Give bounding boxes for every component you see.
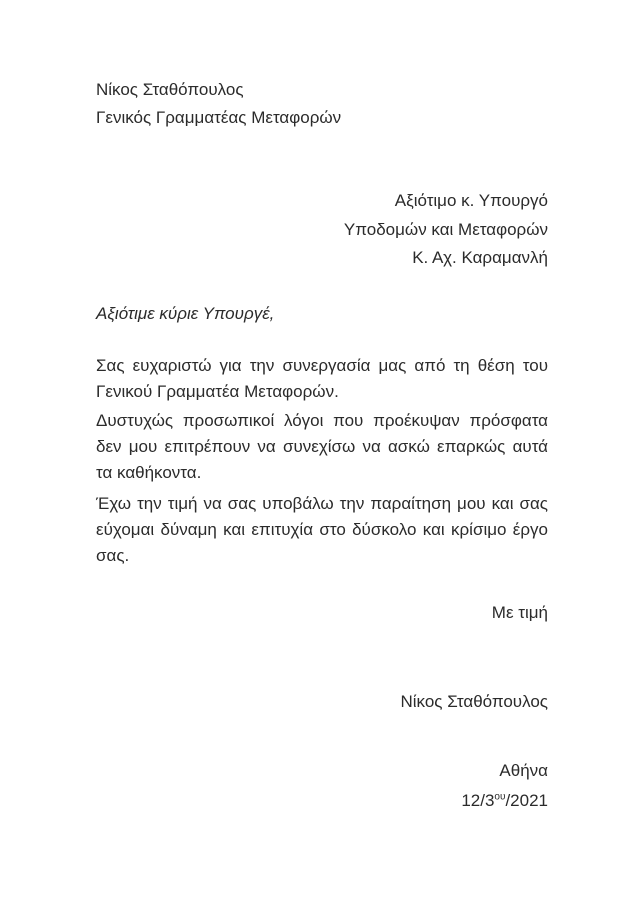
sender-name: Νίκος Σταθόπουλος [96, 80, 244, 99]
recipient-line-2: Υποδομών και Μεταφορών [343, 220, 548, 239]
body-paragraph-3: Έχω την τιμή να σας υποβάλω την παραίτηση μου και σας εύχομαι δύναμη και επιτυχία στο δύσκολο και κρίσιμο έργο σας. [96, 494, 548, 565]
body-paragraph-1: Σας ευχαριστώ για την συνεργασία μας από τη θέση του Γενικού Γραμματέα Μεταφορών. [96, 356, 548, 401]
date-day-month: 12/3 [461, 791, 495, 810]
body-paragraph-2: Δυστυχώς προσωπικοί λόγοι που προέκυψαν πρόσφατα δεν μου επιτρέπουν να συνεχίσω να ασκώ επαρκώς αυτά τα καθήκοντα. [96, 411, 548, 482]
date [461, 790, 548, 812]
signature-name: Νίκος Σταθόπουλος [400, 692, 548, 711]
date-year: /2021 [505, 791, 548, 810]
salutation: Αξιότιμε κύριε Υπουργέ, [96, 304, 275, 323]
place: Αθήνα [499, 761, 548, 780]
closing: Με τιμή [491, 603, 548, 622]
date-ordinal-suffix: ου [494, 791, 506, 803]
recipient-line-1: Αξιότιμο κ. Υπουργό [394, 191, 548, 210]
recipient-line-3: Κ. Αχ. Καραμανλή [412, 248, 548, 267]
sender-title: Γενικός Γραμματέας Μεταφορών [96, 108, 342, 127]
